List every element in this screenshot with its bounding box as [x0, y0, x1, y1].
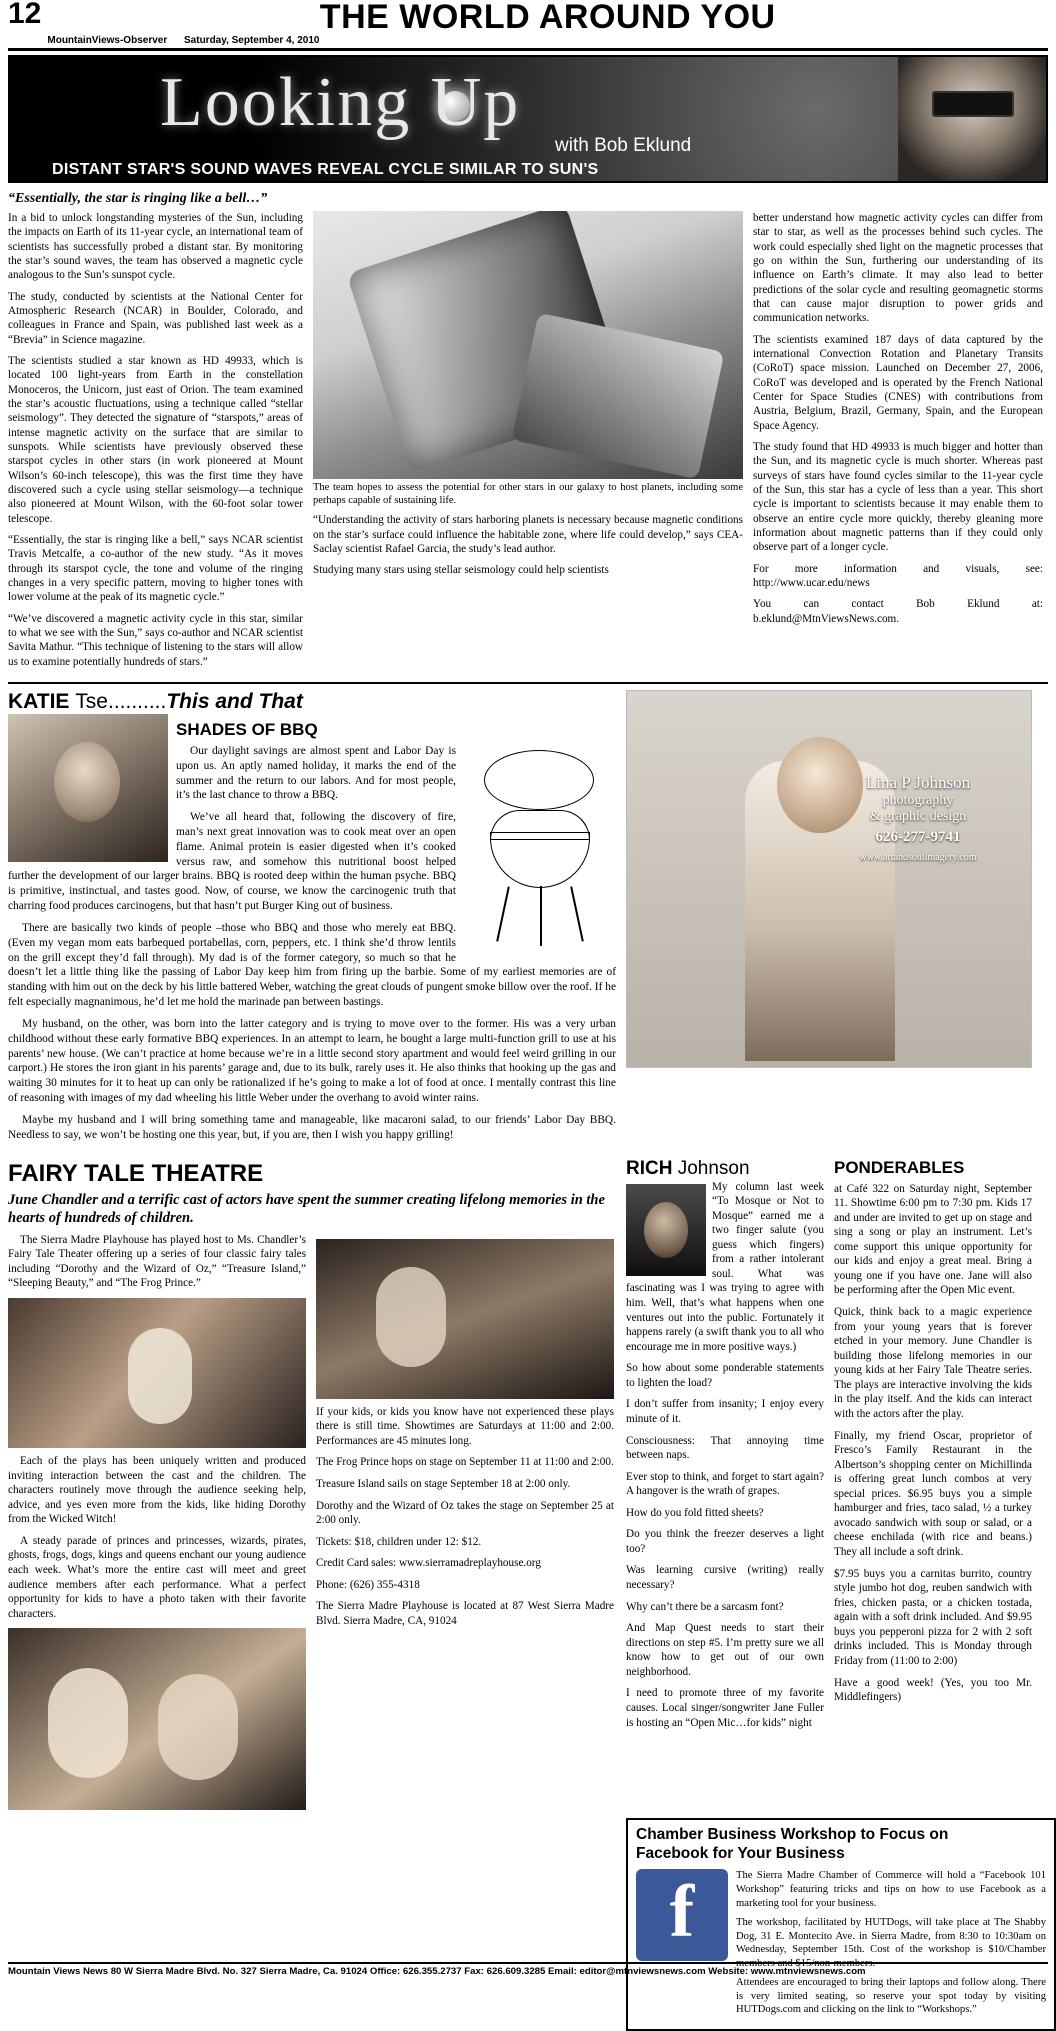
fairy-photo-children: [8, 1628, 306, 1810]
paragraph: Maybe my husband and I will bring something tame and manageable, like macaroni salad, to our friends’ Labor Day BBQ. Needless to say, we won’t be hosting one this year, but, if you are, then I wish you happy grilling!: [8, 1113, 616, 1141]
byline-dots: ..........: [107, 689, 167, 713]
bbq-grill-illustration: [466, 746, 616, 956]
ad-service-2: & graphic design: [869, 808, 967, 824]
footer-email-label: Email:: [548, 1966, 577, 1977]
credit-card-sales-link[interactable]: Credit Card sales: www.sierramadreplayhouse.org: [316, 1557, 541, 1570]
author-contact[interactable]: You can contact Bob Eklund at: b.eklund@MtnViewsNews.com.: [753, 598, 1043, 625]
chamber-title: [636, 1826, 1046, 1863]
fairy-tale-article: [8, 1158, 616, 1811]
paragraph: So how about some ponderable statements to lighten the load?: [626, 1362, 824, 1389]
lower-section: [8, 1158, 1048, 1811]
paragraph: The workshop, facilitated by HUTDogs, will take place at The Shabby Dog, 31 E. Montecito Ave. in Sierra Madre, from 8:30 to 10:30am on Wednesday, September 15th. Cost of the workshop is $10/Chamber members and $15/non-members.: [736, 1917, 1046, 1969]
fairy-title: FAIRY TALE THEATRE: [8, 1159, 264, 1187]
paragraph: Attendees are encouraged to bring their laptops and follow along. There is very limited seating, so reserve your spot today by visiting HUTDogs.com and clicking on the link to “Workshops.”: [736, 1977, 1046, 2016]
katie-byline: [8, 690, 616, 714]
paragraph: There are basically two kinds of people –those who BBQ and those who merely eat BBQ. (Even my vegan mom eats barbequed portabellas, corn, peppers, etc. I think she’d throw lentils on the grill except they’d fall through). My dad is of the former category, so much so that he doesn’t let a little thing like the passing of Labor Day keep him from firing up the barbie. Some of my earliest memories are of standing with him out on the deck by his little battered Weber, watching the great clouds of pungent smoke billow over the roof. If he felt especially magnanimous, he’d let me hold the marinade pan between bastings.: [8, 921, 616, 1009]
paragraph: The scientists studied a star known as HD 49933, which is located 100 light-years from Earth in the constellation Monoceros, the Unicorn, just east of Orion. The team examined the star’s acoustic fluctuations, using a technique called “stellar seismology”. They detected the signature of “starspots,” areas of intense magnetic activity on the surface that are similar to sunspots. While scientists have previously observed these starspot cycles in other stars (in work pioneered at Mount Wilson’s 60-inch telescope), this was the first time they have discovered such a cycle using stellar seismology—a technique also pioneered at Mount Wilson, with the 60-foot solar tower telescope.: [8, 354, 303, 525]
katie-first-name: KATIE: [8, 689, 70, 713]
ponderables-column: [834, 1158, 1032, 1811]
paragraph: Consciousness: That annoying time between naps.: [626, 1434, 824, 1462]
paragraph: The Sierra Madre Chamber of Commerce will hold a “Facebook 101 Workshop” featuring tricks and tips on how to use Facebook as a marketing tool for your business.: [736, 1870, 1046, 1909]
astro-column-1: [8, 211, 303, 676]
katie-portrait: [8, 714, 168, 862]
paragraph: better understand how magnetic activity cycles can differ from star to star, as well as the processes behind such cycles. The work could especially shed light on the magnetic processes that go on within the Sun, furthering our understanding of its influence on Earth’s climate. It may also lead to better predictions of the solar cycle and resulting geomagnetic storms that can cause major disruption to power grids and communication networks.: [753, 212, 1043, 325]
issue-date: Saturday, September 4, 2010: [184, 35, 320, 46]
paragraph: My column last week “To Mosque or Not to Mosque” earned me a two finger salute (you guess which fingers) from a rather intolerant soul. What was fascinating was I was trying to agree with him. Well, that’s what happens when one ventures out into the public. Fortunately it happens rarely (a swift thank you to all who encourage me in more positive ways.): [626, 1180, 824, 1353]
footer-address: 80 W Sierra Madre Blvd. No. 327 Sierra Madre, Ca. 91024 Office: 626.355.2737 Fax: 626.609.3285: [110, 1966, 546, 1977]
footer-email[interactable]: editor@mtnviewsnews.com: [579, 1966, 706, 1977]
ticket-prices: Tickets: $18, children under 12: $12.: [316, 1535, 482, 1548]
astro-column-3: [753, 211, 1043, 676]
paragraph: The Frog Prince hops on stage on September 11 at 11:00 and 2:00.: [316, 1456, 614, 1469]
paragraph: The study, conducted by scientists at the National Center for Atmospheric Research (NCAR) in Boulder, Colorado, and colleagues in France and Spain, was published last week as a “Brevia” in Science magazine.: [8, 290, 303, 346]
ad-business-name: Lina P Johnson: [865, 772, 971, 792]
ad-website[interactable]: www.artandsoulimagery.com: [859, 851, 977, 863]
paragraph: “Understanding the activity of stars harboring planets is necessary because magnetic conditions on the star’s surface could influence the habitable zone, where life could develop,” says CEA-Saclay scientist Rafael Garcia, the study’s lead author.: [313, 514, 743, 555]
paragraph: I need to promote three of my favorite causes. Local singer/songwriter Jane Fuller is hosting an “Open Mic…for kids” night: [626, 1687, 824, 1729]
looking-up-banner: [8, 55, 1048, 183]
phone-number: Phone: (626) 355-4318: [316, 1578, 420, 1591]
paragraph: Our daylight savings are almost spent and Labor Day is upon us. An aptly named holiday, it marks the end of the summer and the return to our labors. And for most people, it’s the last chance to throw a BBQ.: [176, 744, 456, 802]
paragraph: In a bid to unlock longstanding mysteries of the Sun, including the impacts on Earth of its 11-year cycle, an international team of scientists has successfully probed a distant star. By monitoring the star’s sound waves, the team has observed a magnetic cycle analogous to the Sun’s sunspot cycle.: [8, 212, 303, 282]
rich-last-name: Johnson: [677, 1157, 750, 1179]
article-lead-quote: “Essentially, the star is ringing like a bell…”: [8, 191, 268, 206]
paragraph: Treasure Island sails on stage September 18 at 2:00 only.: [316, 1478, 571, 1491]
chamber-text: [736, 1869, 1046, 2022]
page-footer: [8, 1962, 1048, 1977]
paragraph: Ever stop to think, and forget to start again? A hangover is the wrath of grapes.: [626, 1470, 824, 1498]
paragraph: Why can’t there be a sarcasm font?: [626, 1600, 784, 1613]
footer-website-label: Website:: [708, 1966, 749, 1977]
chamber-workshop-box: [626, 1818, 1056, 2031]
paragraph: The study found that HD 49933 is much bigger and hotter than the Sun, and its magnetic cycle is much shorter. Whereas past surveys of stars have found cycles similar to the 11-year cycle of the Sun, this star has a cycle of less than a year. This short cycle is important to scientists because it may enable them to observe an entire cycle more quickly, thereby gleaning more information about magnetic patterns than if they could only observe part of a longer cycle.: [753, 440, 1043, 554]
fairy-subtitle: June Chandler and a terrific cast of actors have spent the summer creating lifelong memories in the hearts of hundreds of children.: [8, 1191, 605, 1226]
paragraph: The scientists examined 187 days of data captured by the international Convection Rotation and Planetary Transits (CoRoT) space mission. Launched on December 27, 2006, CoRoT was developed and is operated by the French National Center for Space Studies (CNES) with contributions from Austria, Belgium, Brazil, Germany, Spain, and the European Space Agency.: [753, 333, 1043, 432]
ponderables-title: PONDERABLES: [834, 1157, 965, 1177]
paragraph: “Essentially, the star is ringing like a bell,” says NCAR scientist Travis Metcalfe, a co-author of the new study. “As it moves through its starspot cycle, the tone and volume of the ringing changes in a very specific pattern, moving to higher tones with lower volume at the peak of its magnetic cycle.”: [8, 533, 303, 604]
masthead: [8, 0, 1048, 51]
fairy-photo-audience: [8, 1298, 306, 1448]
banner-headline: DISTANT STAR'S SOUND WAVES REVEAL CYCLE SIMILAR TO SUN'S: [52, 161, 599, 178]
katie-section: [8, 690, 1048, 1150]
paragraph: I don’t suffer from insanity; I enjoy every minute of it.: [626, 1398, 824, 1425]
rich-portrait: [626, 1184, 706, 1276]
ponderables-body: [834, 1182, 1032, 1705]
paragraph: Have a good week! (Yes, you too Mr. Middlefingers): [834, 1676, 1032, 1704]
paragraph: And Map Quest needs to start their directions on step #5. I’m pretty sure we all know how to get out of our own neighborhood.: [626, 1622, 824, 1678]
rich-byline: [626, 1158, 824, 1180]
ad-service-1: photography: [882, 792, 954, 808]
katie-last-name: Tse: [75, 689, 108, 713]
venue-address: The Sierra Madre Playhouse is located at 87 West Sierra Madre Blvd. Sierra Madre, CA, 91024: [316, 1600, 614, 1627]
author-portrait: [898, 57, 1046, 181]
footer-website[interactable]: www.mtnviewsnews.com: [750, 1966, 866, 1977]
paragraph: My husband, on the other, was born into the latter category and is trying to move over to the former. His was a very urban childhood without these early formative BBQ experiences. In an attempt to learn, he bought a large multi-function grill to use at his parents’ new house. (We can’t practice at home because we’re in a little second story apartment and would feel weird grilling in our carport.) He stores the iron giant in his parents’ garage and, due to its bulk, rarely uses it. He also thinks that hooking up the gas and waiting 30 minutes for it to heat up can only be rationalized if he’s going to make a lot of food at once. I mentally contrast this line of reasoning with images of my dad wheeling his little Weber under the overhang to avoid winter rains.: [8, 1017, 616, 1105]
paragraph: Do you think the freezer deserves a light too?: [626, 1528, 824, 1555]
rich-first-name: RICH: [626, 1157, 673, 1179]
ad-phone: 626-277-9741: [875, 828, 961, 845]
rich-johnson-column: [626, 1158, 824, 1811]
chamber-title-line2: Facebook for Your Business: [636, 1844, 845, 1862]
paragraph: Studying many stars using stellar seismology could help scientists: [313, 564, 609, 577]
paragraph: A steady parade of princes and princesses, wizards, pirates, ghosts, frogs, dogs, kings and queens enchant our young audience each week. What’s more the entire cast will meet and greet audience members after each performance. What a perfect opportunity for kids to have a photo taken with their favorite characters.: [8, 1534, 306, 1620]
banner-byline: with Bob Eklund: [555, 135, 692, 156]
astro-column-2: [313, 211, 743, 676]
paragraph: The Sierra Madre Playhouse has played host to Ms. Chandler’s Fairy Tale Theater offering up a series of four classic fairy tales including “Dorothy and the Wizard of Oz,” “Treasure Island,” “Sleeping Beauty,” and “The Frog Prince.”: [8, 1233, 306, 1290]
page-title: THE WORLD AROUND YOU: [319, 0, 776, 36]
facebook-icon: f: [636, 1869, 728, 1961]
publication-name: MountainViews-Observer: [47, 35, 168, 46]
telescope-photo: [313, 211, 743, 479]
page-number: 12: [8, 0, 42, 30]
paragraph: Quick, think back to a magic experience from your young years that is forever etched in your memory. June Chandler is building those lifelong memories in our young kids at her Fairy Tale Theatre series. The plays are interactive involving the kids in the play itself. And the kids can interact with the actors after the play.: [834, 1306, 1032, 1420]
paragraph: $7.95 buys you a carnitas burrito, country style jumbo hot dog, reuben sandwich with fries, chicken pasta, or a chicken tostada, again with a soft drink included. And $9.95 buys you pepperoni pizza for 2 with 2 soft drinks included. This is Monday through Friday from (11:00 to 2:00): [834, 1567, 1032, 1667]
fairy-column-1: [8, 1233, 306, 1810]
paragraph: Finally, my friend Oscar, proprietor of Fresco’s Family Restaurant in the Albertson’s shopping center on Michillinda is offering great lunch combos at very special prices. $6.95 buys you a simple hamburger and fries, taco salad, ½ a turkey avocado sandwich with soup or salad, or a cheese enchilada (with rice and beans.) They all include a soft drink.: [834, 1429, 1032, 1559]
katie-column-tag: This and That: [166, 689, 303, 713]
katie-section-title: SHADES OF BBQ: [176, 719, 318, 739]
paragraph: Dorothy and the Wizard of Oz takes the stage on September 25 at 2:00 only.: [316, 1499, 614, 1527]
banner-logo-text: Looking Up: [160, 64, 521, 141]
paragraph: Was learning cursive (writing) really necessary?: [626, 1564, 824, 1592]
photo-caption: The team hopes to assess the potential for other stars in our galaxy to host planets, including some perhaps capable of sustaining life.: [313, 482, 743, 506]
paragraph: For more information and visuals, see: http://www.ucar.edu/news: [753, 562, 1043, 589]
fairy-column-2: [316, 1233, 614, 1810]
paragraph: “We’ve discovered a magnetic activity cycle in this star, similar to what we see with the Sun,” says co-author and NCAR scientist Savita Mathur. “This technique of listening to the stars will allow us to examine potentially hundreds of stars.”: [8, 612, 303, 668]
paragraph: If your kids, or kids you know have not experienced these plays there is still time. Showtimes are Saturdays at 11:00 and 2:00. Performances are 45 minutes long.: [316, 1405, 614, 1447]
chamber-title-line1: Chamber Business Workshop to Focus on: [636, 1826, 949, 1844]
footer-name: Mountain Views News: [8, 1966, 109, 1977]
paragraph: We’ve all heard that, following the discovery of fire, man’s next great innovation was to cook meat over an open flame. Animal protein is easier digested when it’s cooked versus raw, and somehow this nutritional boost helped further the development of our larger brains. BBQ is rooted deep within the human psyche. BBQ is primitive, instinctual, and tastes good. Now, of course, we know the carcinogenic truth that charring food produces carcinogens, but that hasn’t put Burger King out of business.: [8, 811, 456, 913]
paragraph: Each of the plays has been uniquely written and produced inviting interaction between the cast and the children. The characters routinely move through the audience seeking help, advice, and yes even more from the kids, like hiding Dorothy from the Wicked Witch!: [8, 1455, 306, 1526]
fairy-photo-stage: [316, 1239, 614, 1399]
lina-johnson-ad[interactable]: [626, 690, 1032, 1068]
astronomy-article: [8, 191, 1048, 684]
paragraph: at Café 322 on Saturday night, September 11. Showtime 6:00 pm to 7:30 pm. Kids 17 and under are invited to get up on stage and sing a song or play an instrument. Let’s come support this unique opportunity for our kids and enjoy a great meal. Bring a young one if you have one. Jane will also be performing after the Open Mic event.: [834, 1182, 1032, 1297]
paragraph: How do you fold fitted sheets?: [626, 1506, 764, 1519]
